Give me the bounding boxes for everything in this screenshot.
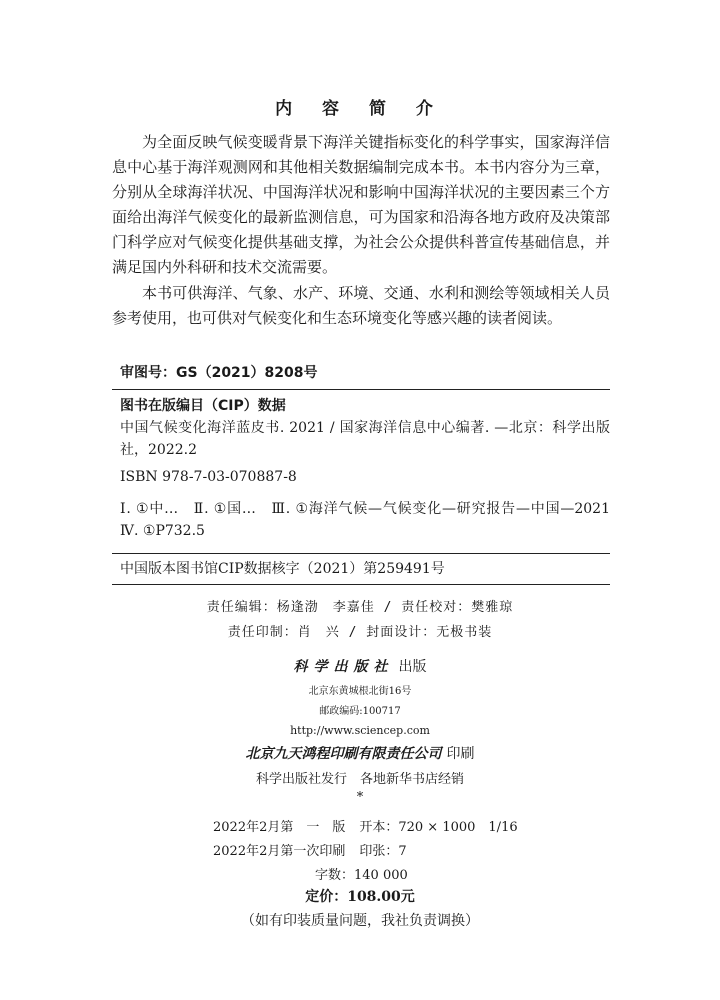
quality-note: （如有印装质量问题，我社负责调换） — [241, 913, 479, 929]
intro-paragraph-1: 为全面反映气候变暖背景下海洋关键指标变化的科学事实，国家海洋信息中心基于海洋观测网和其他相关数据编制完成本书。本书内容分为三章，分别从全球海洋状况、中国海洋状况和影响中国海洋状况的主要因素三个方面给出海洋气候变化的最新监测信息，可为国家和沿海各地方政府及决策部门科学应对气候变化提供基础支撑，为社会公众提供科普宣传基础信息，并满足国内外科研和技术交流需要。 — [112, 133, 610, 276]
publisher-postcode: 邮政编码:100717 — [319, 706, 401, 717]
publisher-line — [0, 656, 720, 676]
cip-approval-number: 中国版本图书馆CIP数据核字（2021）第259491号 — [120, 561, 445, 577]
printer-line — [0, 743, 720, 763]
word-count: 字数：140 000 — [315, 868, 408, 883]
divider-middle — [112, 553, 610, 554]
book-introduction — [112, 130, 610, 331]
printing-row — [213, 840, 407, 859]
printing-info: 2022年2月第一次印刷 — [213, 844, 346, 859]
publisher-suffix: 出版 — [398, 659, 427, 675]
page-title: 内 容 简 介 — [275, 99, 445, 119]
separator-star: * — [356, 790, 364, 805]
edition-info: 2022年2月第 一 版 — [213, 820, 346, 835]
editorial-staff-line-1: 责任编辑：杨逢渤 李嘉佳 / 责任校对：樊雅琼 — [206, 600, 514, 615]
format-info: 开本：720 × 1000 1/16 — [359, 820, 518, 835]
publisher-address: 北京东黄城根北街16号 — [308, 686, 412, 697]
publisher-url: http://www.sciencep.com — [290, 724, 430, 737]
isbn: ISBN 978-7-03-070887-8 — [120, 469, 297, 485]
map-review-number: 审图号：GS（2021）8208号 — [120, 365, 318, 381]
editorial-staff-line-2: 责任印制：肖 兴 / 封面设计：无极书装 — [227, 625, 493, 640]
printer-suffix: 印刷 — [446, 746, 475, 762]
sheets-info: 印张：7 — [359, 844, 407, 859]
cip-record: 中国气候变化海洋蓝皮书. 2021 / 国家海洋信息中心编著. —北京：科学出版社，2022.2 — [120, 420, 610, 458]
printer-name: 北京九天鸿程印刷有限责任公司 — [245, 746, 442, 762]
publisher-name: 科学出版社 — [293, 659, 394, 675]
divider-top — [112, 389, 610, 390]
distribution-line: 科学出版社发行 各地新华书店经销 — [255, 772, 464, 787]
cip-classification: Ⅰ. ①中… Ⅱ. ①国… Ⅲ. ①海洋气候—气候变化—研究报告—中国—2021 Ⅳ. ①P732.5 — [120, 501, 624, 539]
edition-row — [213, 816, 518, 835]
intro-paragraph-2: 本书可供海洋、气象、水产、环境、交通、水利和测绘等领域相关人员参考使用，也可供对气候变化和生态环境变化等感兴趣的读者阅读。 — [112, 284, 610, 327]
cip-heading: 图书在版编目（CIP）数据 — [120, 398, 286, 414]
divider-bottom — [112, 584, 610, 585]
price: 定价：108.00元 — [305, 889, 415, 905]
